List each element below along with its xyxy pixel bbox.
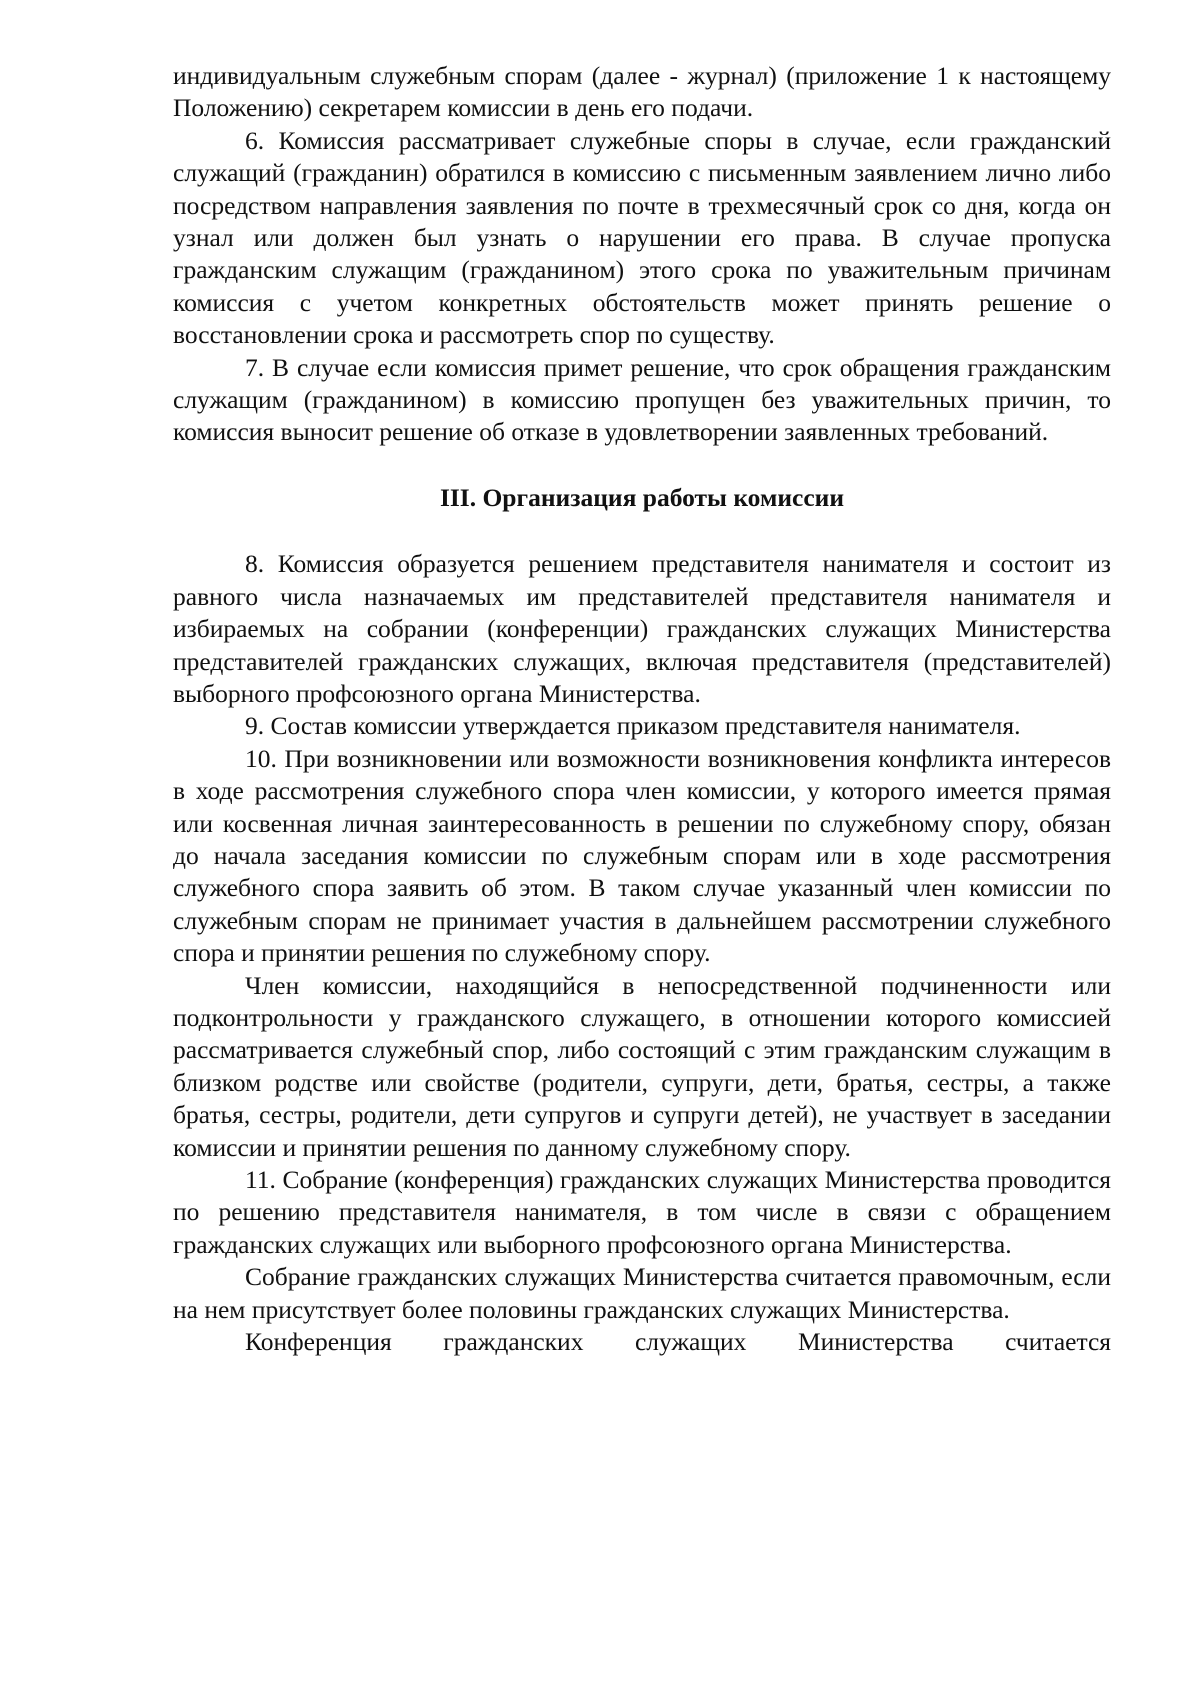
paragraph-11-meeting-quorum: Собрание гражданских служащих Министерства считается правомочным, если на нем присутствует более половины гражданских служащих Министерства. <box>173 1262 1111 1324</box>
section-heading: III. Организация работы комиссии <box>439 482 845 512</box>
paragraph-10-member-subordination: Член комиссии, находящийся в непосредственной подчиненности или подконтрольности у гражданского служащего, в отношении которого комиссией рассматривается служебный спор, либо состоящий с этим гражданским служащим в близком родстве или свойстве (родители, супруги, дети, братья, сестры, а также братья, сестры, родители, дети супругов и супруги детей), не участвует в заседании комиссии и принятии решения по данному служебному спору. <box>173 970 1111 1162</box>
paragraph-6: 6. Комиссия рассматривает служебные споры в случае, если гражданский служащий (гражданин) обратился в комиссию с письменным заявлением лично либо посредством направления заявления по почте в трехмесячный срок со дня, когда он узнал или должен был узнать о нарушении его права. В случае пропуска гражданским служащим (гражданином) этого срока по уважительным причинам комиссия с учетом конкретных обстоятельств может принять решение о восстановлении срока и рассмотреть спор по существу. <box>173 125 1111 350</box>
document-body <box>173 60 1111 1358</box>
paragraph-10: 10. При возникновении или возможности возникновения конфликта интересов в ходе рассмотрения служебного спора член комиссии, у которого имеется прямая или косвенная личная заинтересованность в решении по служебному спору, обязан до начала заседания комиссии по служебным спорам или в ходе рассмотрения служебного спора заявить об этом. В таком случае указанный член комиссии по служебным спорам не принимает участия в дальнейшем рассмотрении служебного спора и принятии решения по служебному спору. <box>173 743 1111 968</box>
paragraph-8: 8. Комиссия образуется решением представителя нанимателя и состоит из равного числа назначаемых им представителей представителя нанимателя и избираемых на собрании (конференции) гражданских служащих Министерства представителей гражданских служащих, включая представителя (представителей) выборного профсоюзного органа Министерства. <box>173 549 1111 708</box>
paragraph-journal-registration: индивидуальным служебным спорам (далее - журнал) (приложение 1 к настоящему Положению) секретарем комиссии в день его подачи. <box>173 61 1111 123</box>
paragraph-7: 7. В случае если комиссия примет решение, что срок обращения гражданским служащим (гражданином) в комиссию пропущен без уважительных причин, то комиссия выносит решение об отказе в удовлетворении заявленных требований. <box>173 352 1111 447</box>
paragraph-11-conference-quorum: Конференция гражданских служащих Министерства считается <box>245 1327 1111 1357</box>
paragraph-11: 11. Собрание (конференция) гражданских служащих Министерства проводится по решению представителя нанимателя, в том числе в связи с обращением гражданских служащих или выборного профсоюзного органа Министерства. <box>173 1165 1111 1259</box>
paragraph-9: 9. Состав комиссии утверждается приказом представителя нанимателя. <box>245 711 1021 741</box>
